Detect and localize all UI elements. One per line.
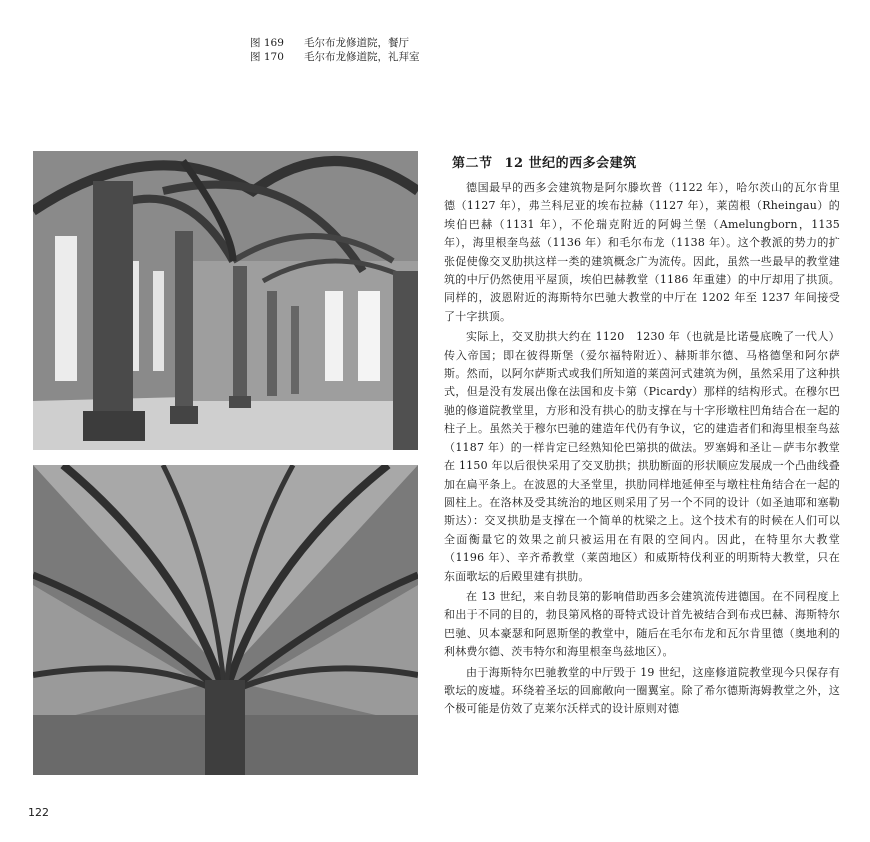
paragraph: 在 13 世纪，来自勃艮第的影响借助西多会建筑流传进德国。在不同程度上和出于不同的目的，勃艮第风格的哥特式设计首先被结合到布戎巴赫、海斯特尔巴驰、贝本豪瑟和阿恩斯堡的教堂中，随后在毛尔布龙和瓦尔肯里德（奥地利的利林费尔德、茨韦特尔和海里根奎鸟兹地区）。 [444, 589, 840, 659]
caption-170 [250, 50, 420, 64]
caption-169 [250, 36, 420, 50]
chapel-vault-photo [33, 465, 418, 775]
section-title: 12 世纪的西多会建筑 [504, 156, 637, 171]
caption-text: 毛尔布龙修道院，餐厅 [304, 37, 409, 49]
section-number: 第二节 [452, 156, 493, 171]
caption-text: 毛尔布龙修道院，礼拜室 [304, 51, 420, 63]
section-heading [452, 152, 840, 171]
figure-captions [250, 36, 420, 64]
refectory-vaults-image [33, 151, 418, 450]
paragraph: 实际上，交叉肋拱大约在 1120 1230 年（也就是比诺曼底晚了一代人）传入帝国；即在彼得斯堡（爱尔福特附近）、赫斯菲尔德、马格德堡和阿尔萨斯。然而，以阿尔萨斯式或我们所知道的莱茵河式建筑为例，虽然采用了这种拱式，但是没有发展出像在法国和皮卡第（Picardy）那样的结构形式。在穆尔巴驰的修道院教堂里，方形和没有拱心的肋支撑在与十字形墩柱凹角结合在一起的柱子上。虽然关于穆尔巴驰的建造年代仍有争议，它的建造者们和海里根奎鸟兹（1187 年）的一样肯定已经熟知伦巴第拱的做法。罗塞姆和圣让－萨韦尔教堂在 1150 年以后很快采用了交叉肋拱；拱肋断面的形状顺应发展成一个凸曲线叠加在扁平条上。在波恩的大圣堂里，拱肋同样地延伸至与墩柱柱角结合在一起的圆柱上。在洛林及受其统治的地区则采用了另一个不同的设计（如圣迪耶和塞勒斯达）：交叉拱肋是支撑在一个简单的枕梁之上。这个技术有的时候在人们可以全面衡量它的效果之前只被运用在有限的空间内。因此，在特里尔大教堂（1196 年）、辛齐希教堂（莱茵地区）和威斯特伐利亚的明斯特大教堂，只在东面歌坛的后殿里建有拱肋。 [444, 330, 840, 583]
paragraph: 德国最早的西多会建筑物是阿尔滕坎普（1122 年），哈尔茨山的瓦尔肯里德（1127 年），弗兰科尼亚的埃布拉赫（1127 年），莱茵根（Rheingau）的埃伯巴赫（1131 年），不伦瑞克附近的阿姆兰堡（Amelungborn，1135 年），海里根奎鸟兹（1136 年）和毛尔布龙（1138 年）。这个教派的势力的扩张促使像交叉肋拱这样一类的建筑概念广为流传。因此，虽然一些最早的教堂建筑的中厅仍然使用平屋顶，埃伯巴赫教堂（1186 年重建）的中厅却用了拱顶。同样的，波恩附近的海斯特尔巴驰大教堂的中厅在 1202 年至 1237 年间接受了十字拱顶。 [444, 181, 840, 323]
chapel-vault-image [33, 465, 418, 775]
body-text-column [444, 152, 840, 719]
paragraph: 由于海斯特尔巴驰教堂的中厅毁于 19 世纪，这座修道院教堂现今只保存有歌坛的废墟。环绕着圣坛的回廊敞向一圈翼室。除了希尔德斯海姆教堂之外，这个极可能是仿效了克莱尔沃样式的设计原则对德 [444, 665, 840, 716]
refectory-vaults-photo [33, 151, 418, 450]
page-number: 122 [28, 806, 49, 819]
caption-fig-number: 图 169 [250, 37, 284, 49]
caption-fig-number: 图 170 [250, 51, 284, 63]
